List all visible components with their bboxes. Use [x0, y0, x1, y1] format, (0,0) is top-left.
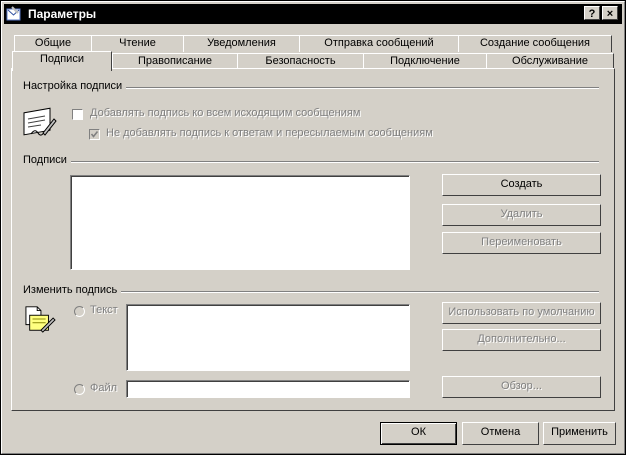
tab-security[interactable]: Безопасность: [237, 53, 364, 70]
checkmark-icon: [90, 130, 99, 139]
signature-file-field[interactable]: [126, 380, 410, 398]
tab-connection[interactable]: Подключение: [363, 53, 487, 70]
delete-label: Удалить: [500, 208, 543, 220]
ok-label: ОК: [411, 426, 426, 438]
no-replies-label[interactable]: Не добавлять подпись к ответам и пересылаемым сообщениям: [106, 127, 433, 139]
text-radio[interactable]: [74, 306, 85, 317]
ok-button[interactable]: [380, 422, 457, 445]
close-button[interactable]: ×: [602, 6, 618, 20]
help-button[interactable]: ?: [584, 6, 600, 20]
cancel-label: Отмена: [480, 426, 521, 438]
add-to-all-checkbox[interactable]: [72, 109, 83, 120]
outlook-express-icon: [6, 6, 22, 22]
browse-label: Обзор...: [501, 380, 542, 392]
tab-compose[interactable]: Создание сообщения: [458, 35, 612, 52]
cancel-button[interactable]: [462, 422, 539, 445]
file-radio-label[interactable]: Файл: [90, 382, 118, 394]
create-button[interactable]: [442, 174, 601, 196]
set-default-button[interactable]: [442, 302, 601, 324]
no-replies-checkbox[interactable]: [89, 129, 100, 140]
apply-button[interactable]: [543, 422, 616, 445]
signature-text-area[interactable]: [126, 304, 410, 371]
signatures-separator: [23, 161, 599, 163]
title-bar[interactable]: [4, 4, 622, 24]
delete-button[interactable]: [442, 204, 601, 226]
tab-read[interactable]: Чтение: [91, 35, 184, 52]
settings-group-title: Настройка подписи: [23, 80, 126, 92]
advanced-button[interactable]: [442, 329, 601, 351]
signature-settings-icon: [23, 107, 57, 139]
rename-button[interactable]: [442, 232, 601, 254]
advanced-label: Дополнительно...: [477, 333, 566, 345]
tab-maintenance[interactable]: Обслуживание: [486, 53, 614, 70]
tab-spelling[interactable]: Правописание: [112, 53, 238, 70]
signatures-group-title: Подписи: [23, 154, 71, 166]
set-default-label: Использовать по умолчанию: [448, 306, 595, 318]
tab-send[interactable]: Отправка сообщений: [299, 35, 459, 52]
edit-group-title: Изменить подпись: [23, 284, 121, 296]
rename-label: Переименовать: [481, 236, 562, 248]
create-label: Создать: [500, 178, 543, 190]
browse-button[interactable]: [442, 376, 601, 398]
text-radio-label[interactable]: Текст: [90, 304, 118, 316]
apply-label: Применить: [551, 426, 608, 438]
tab-general[interactable]: Общие: [14, 35, 92, 52]
signatures-list[interactable]: [70, 175, 410, 270]
add-to-all-label[interactable]: Добавлять подпись ко всем исходящим сообщениям: [90, 107, 361, 119]
window-title: Параметры: [28, 7, 97, 21]
tab-signatures[interactable]: Подписи: [12, 51, 112, 71]
tab-receipts[interactable]: Уведомления: [183, 35, 300, 52]
file-radio[interactable]: [74, 384, 85, 395]
edit-signature-icon: [23, 304, 57, 334]
